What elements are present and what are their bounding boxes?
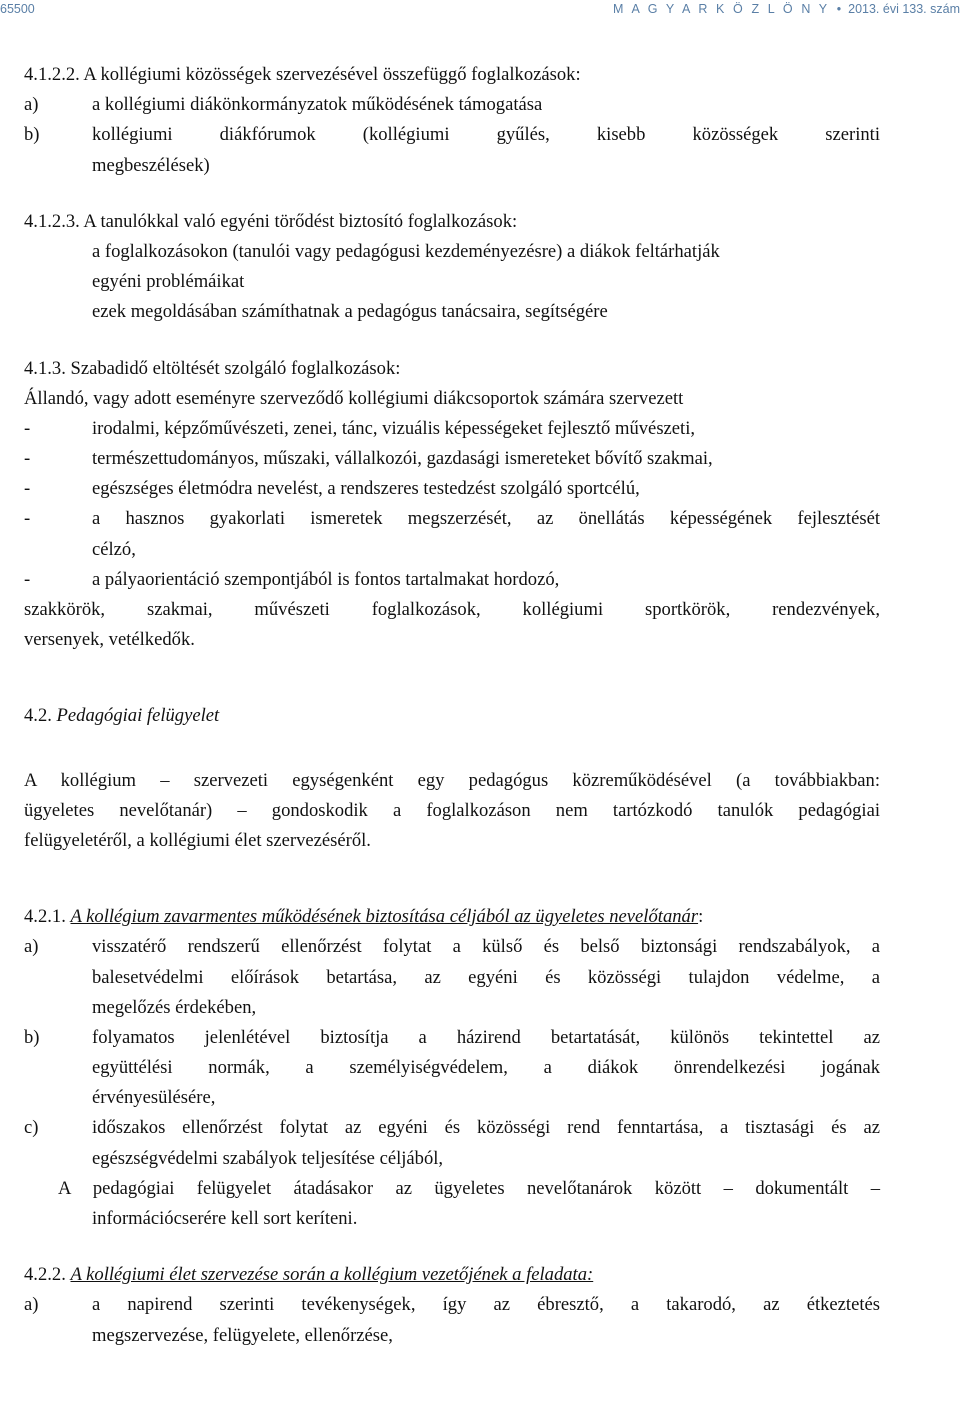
closing-indent <box>24 1174 58 1204</box>
heading-number: 4.2. <box>24 705 52 727</box>
section-heading-422 <box>24 1260 880 1290</box>
item-text: a hasznos gyakorlati ismeretek megszerzését, az önellátás képességének fejlesztését <box>92 508 880 530</box>
item-text: balesetvédelmi előírások betartása, az egyéni és közösségi tulajdon védelme, a <box>92 966 880 988</box>
section-heading-4123: 4.1.2.3. A tanulókkal való egyéni törődést biztosító foglalkozások: <box>24 210 518 232</box>
dash-bullet: - <box>24 508 31 530</box>
dash-bullet: - <box>24 478 31 500</box>
list-item <box>24 932 880 962</box>
section-heading-4122: 4.1.2.2. A kollégiumi közösségek szervezésével összefüggő foglalkozások: <box>24 64 581 85</box>
item-label: a) <box>24 1294 39 1316</box>
item-label: b) <box>24 1026 40 1048</box>
heading-title: A kollégiumi élet szervezése során a kollégium vezetőjének a feladata: <box>70 1264 594 1286</box>
heading-colon: : <box>698 906 704 928</box>
list-item <box>24 1290 880 1320</box>
list-item <box>24 504 880 534</box>
section-heading-421 <box>24 902 880 932</box>
paragraph-line: versenyek, vetélkedők. <box>24 629 195 651</box>
paragraph-line: felügyeletéről, a kollégiumi élet szervezéséről. <box>24 829 371 851</box>
page-number: 65500 <box>0 2 35 16</box>
list-item <box>24 565 880 595</box>
item-text: a pályaorientáció szempontjából is fontos tartalmakat hordozó, <box>92 568 560 590</box>
item-text: a napirend szerinti tevékenységek, így az ébresztő, a takarodó, az étkeztetés <box>92 1294 880 1316</box>
item-text: kollégiumi diákfórumok (kollégiumi gyűlés, kisebb közösségek szerinti <box>92 124 880 146</box>
item-text-continued: érvényesülésére, <box>92 1087 216 1109</box>
item-text-continued: egészségvédelmi szabályok teljesítése céljából, <box>92 1147 444 1169</box>
header-separator: • <box>836 2 842 16</box>
paragraph-line: ezek megoldásában számíthatnak a pedagógus tanácsaira, segítségére <box>92 301 608 323</box>
journal-name: M A G Y A R K Ö Z L Ö N Y <box>613 2 830 16</box>
paragraph-line: Állandó, vagy adott eseményre szerveződő kollégiumi diákcsoportok számára szervezett <box>24 387 684 409</box>
list-item <box>24 1023 880 1053</box>
item-label: a) <box>24 936 39 958</box>
item-text: a kollégiumi diákönkormányzatok működésének támogatása <box>92 94 543 116</box>
item-text-continued: célzó, <box>92 538 136 560</box>
item-label: b) <box>24 124 40 146</box>
list-item <box>24 474 880 504</box>
heading-number: 4.2.1. <box>24 906 66 928</box>
item-text: együttélési normák, a személyiségvédelem, a diákok önrendelkezési jogának <box>92 1057 880 1079</box>
item-text: természettudományos, műszaki, vállalkozói, gazdasági ismereteket bővítő szakmai, <box>92 448 713 470</box>
item-text: egészséges életmódra nevelést, a rendszeres testedzést szolgáló sportcélú, <box>92 478 640 500</box>
item-text-continued: megbeszélések) <box>92 154 210 176</box>
item-text-continued: megelőzés érdekében, <box>92 996 257 1018</box>
list-item <box>24 444 880 474</box>
item-text: folyamatos jelenlétével biztosítja a házirend betartatását, különös tekintettel az <box>92 1026 880 1048</box>
dash-bullet: - <box>24 417 31 439</box>
paragraph-line: egyéni problémáikat <box>92 271 245 293</box>
list-item <box>24 120 880 150</box>
paragraph-line: a foglalkozásokon (tanulói vagy pedagógusi kezdeményezésre) a diákok feltárhatják <box>92 240 720 262</box>
item-text: irodalmi, képzőművészeti, zenei, tánc, vizuális képességeket fejlesztő művészeti, <box>92 417 696 439</box>
list-item <box>24 1113 880 1143</box>
heading-title: Pedagógiai felügyelet <box>56 705 220 727</box>
document-body <box>24 60 880 1351</box>
item-text-continued <box>24 963 880 993</box>
closing-line: információcserére kell sort keríteni. <box>92 1208 358 1229</box>
item-label: a) <box>24 94 39 116</box>
dash-bullet: - <box>24 448 31 470</box>
item-text-continued: megszervezése, felügyelete, ellenőrzése, <box>92 1324 393 1346</box>
section-heading-413: 4.1.3. Szabadidő eltöltését szolgáló foglalkozások: <box>24 357 401 379</box>
item-text-continued <box>24 1053 880 1083</box>
section-heading-42 <box>24 701 880 731</box>
list-item <box>24 90 880 120</box>
list-item <box>24 414 880 444</box>
issue-info: 2013. évi 133. szám <box>848 2 960 16</box>
item-text: visszatérő rendszerű ellenőrzést folytat a külső és belső biztonsági rendszabályok, a <box>92 936 880 958</box>
dash-bullet: - <box>24 568 31 590</box>
closing-line: A pedagógiai felügyelet átadásakor az ügyeletes nevelőtanárok között – dokumentált – <box>58 1177 880 1199</box>
paragraph-line: A kollégium – szervezeti egységenként egy pedagógus közreműködésével (a továbbiakban: <box>24 769 880 791</box>
closing-paragraph <box>24 1174 880 1204</box>
journal-info <box>613 2 960 16</box>
item-text: időszakos ellenőrzést folytat az egyéni és közösségi rend fenntartása, a tisztasági és az <box>92 1117 880 1139</box>
heading-number: 4.2.2. <box>24 1264 66 1286</box>
paragraph-line: ügyeletes nevelőtanár) – gondoskodik a foglalkozáson nem tartózkodó tanulók pedagógiai <box>24 799 880 821</box>
item-label: c) <box>24 1117 39 1139</box>
paragraph-line: szakkörök, szakmai, művészeti foglalkozások, kollégiumi sportkörök, rendezvények, <box>24 599 880 620</box>
heading-title: A kollégium zavarmentes működésének biztosítása céljából az ügyeletes nevelőtanár <box>70 906 699 928</box>
page-header <box>0 0 960 22</box>
